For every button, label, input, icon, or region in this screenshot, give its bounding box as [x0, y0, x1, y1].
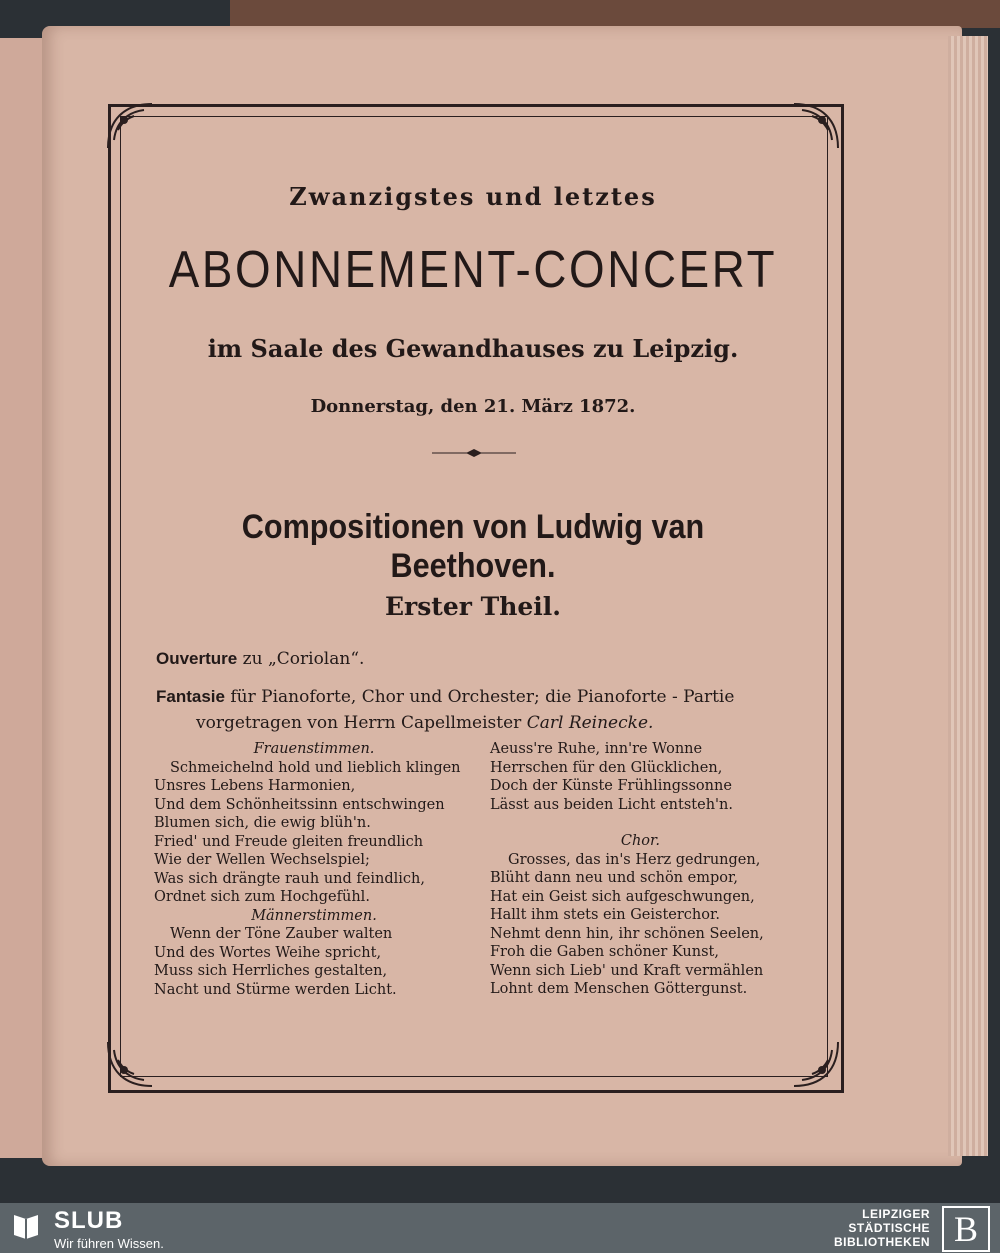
- performer-name: Carl Reinecke.: [526, 713, 654, 733]
- lyric-line: Unsres Lebens Harmonien,: [154, 778, 356, 794]
- program-item-overture: [156, 649, 364, 669]
- lyric-line: Schmeichelnd hold und lieblich klingen: [170, 759, 461, 776]
- slub-brand[interactable]: SLUB: [54, 1207, 124, 1234]
- partner-logo-icon[interactable]: [942, 1206, 990, 1252]
- lyric-line: Herrschen für den Glücklichen,: [490, 759, 723, 776]
- lyric-line: Nehmt denn hin, ihr schönen Seelen,: [490, 925, 764, 942]
- date-line: Donnerstag, den 21. März 1872.: [310, 396, 636, 417]
- lyric-line: Was sich drängte rauh und feindlich,: [154, 870, 425, 887]
- slub-logo-icon[interactable]: [12, 1211, 40, 1239]
- program-item-continuation: [156, 710, 816, 736]
- program-item-label: Fantasie: [156, 687, 225, 706]
- lyrics-right-column: [490, 740, 810, 999]
- lyric-line: Wie der Wellen Wechselspiel;: [154, 852, 370, 868]
- lyric-line: Hat ein Geist sich aufgeschwungen,: [490, 888, 755, 905]
- lyric-line: Grosses, das in's Herz gedrungen,: [508, 851, 761, 868]
- partner-line: LEIPZIGER: [862, 1207, 930, 1221]
- lyric-line: Lässt aus beiden Licht entsteh'n.: [490, 796, 733, 813]
- lyric-line: Muss sich Herrliches gestalten,: [154, 963, 388, 979]
- lyric-line: Wenn sich Lieb' und Kraft vermählen: [490, 962, 764, 979]
- composer-line: Compositionen von Ludwig van Beethoven.: [241, 508, 705, 585]
- ornamental-divider: [432, 448, 516, 458]
- slub-tagline: Wir führen Wissen.: [54, 1236, 164, 1251]
- lyric-line: Ordnet sich zum Hochgefühl.: [154, 889, 370, 905]
- lyrics-heading-maennerstimmen: Männerstimmen.: [251, 907, 377, 924]
- program-item-fantasie: [156, 684, 816, 736]
- partner-line: BIBLIOTHEKEN: [834, 1235, 930, 1249]
- program-item-label: Ouverture: [156, 649, 238, 668]
- continuation-text: vorgetragen von Herrn Capellmeister: [196, 713, 527, 733]
- lyric-line: Hallt ihm stets ein Geisterchor.: [490, 907, 720, 923]
- lyric-line: Nacht und Stürme werden Licht.: [154, 981, 397, 998]
- lyric-line: Fried' und Freude gleiten freundlich: [154, 833, 424, 850]
- lyric-line: Froh die Gaben schöner Kunst,: [490, 944, 719, 960]
- lyrics-heading-chor: Chor.: [620, 833, 660, 849]
- viewer-footer-bar: [0, 1203, 1000, 1253]
- page-stack-edges: [948, 36, 988, 1156]
- heading-small: Zwanzigstes und letztes: [289, 182, 657, 211]
- partner-line: STÄDTISCHE: [848, 1221, 930, 1235]
- lyric-line: Lohnt dem Menschen Göttergunst.: [490, 981, 748, 997]
- venue-line: im Saale des Gewandhauses zu Leipzig.: [207, 334, 739, 363]
- program-item-text: zu „Coriolan“.: [237, 649, 365, 669]
- lyric-line: Doch der Künste Frühlingssonne: [490, 778, 732, 794]
- lyrics-heading-frauenstimmen: Frauenstimmen.: [253, 741, 375, 757]
- lyric-line: Wenn der Töne Zauber walten: [170, 926, 393, 942]
- partner-name[interactable]: [834, 1207, 930, 1249]
- lyrics-left-column: [154, 740, 474, 999]
- program-item-text: für Pianoforte, Chor und Orchester; die Pianoforte - Partie: [224, 687, 735, 707]
- partner-logo-letter: B: [953, 1209, 978, 1249]
- lyric-line: Aeuss're Ruhe, inn're Wonne: [490, 741, 703, 757]
- lyric-line: Blüht dann neu und schön empor,: [490, 870, 738, 886]
- heading-main: ABONNEMENT-CONCERT: [168, 241, 778, 299]
- lyric-line: Blumen sich, die ewig blüh'n.: [154, 815, 371, 831]
- lyric-line: Und des Wortes Weihe spricht,: [154, 944, 382, 961]
- book-spine-edge: [230, 0, 1000, 28]
- lyric-line: Und dem Schönheitssinn entschwingen: [154, 796, 445, 813]
- concert-program: [120, 116, 826, 1075]
- part-title: Erster Theil.: [384, 592, 561, 621]
